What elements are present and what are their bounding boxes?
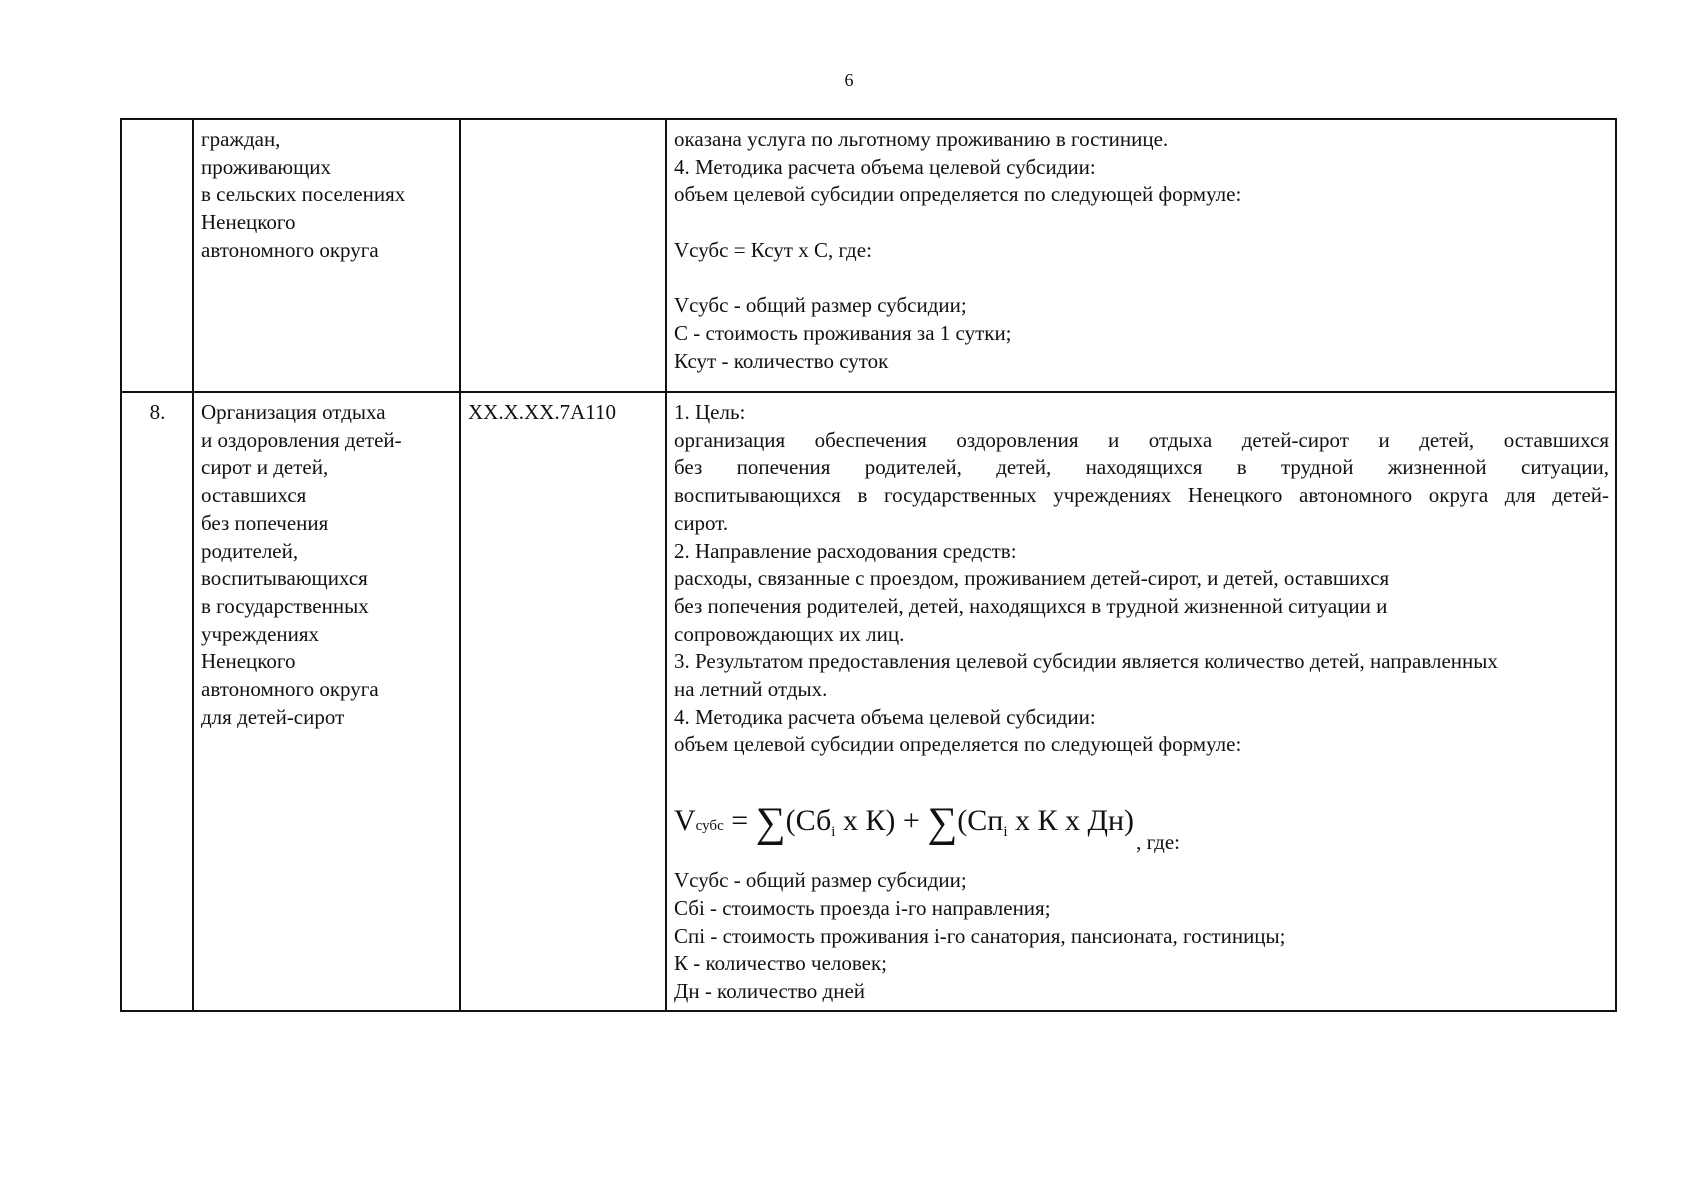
text-line: оказана услуга по льготному проживанию в гостинице. bbox=[674, 127, 1169, 151]
formula-term: х К х Дн) bbox=[1007, 804, 1135, 838]
text-line: объем целевой субсидии определяется по следующей формуле: bbox=[674, 732, 1242, 757]
name-line: без попечения bbox=[201, 510, 329, 535]
text-line: 4. Методика расчета объема целевой субсидии: bbox=[674, 704, 1096, 729]
measure-name-cell bbox=[193, 392, 460, 1011]
text-line: 2. Направление расходования средств: bbox=[674, 538, 1017, 563]
name-line: сирот и детей, bbox=[201, 455, 329, 480]
text-line: объем целевой субсидии определяется по следующей формуле: bbox=[674, 182, 1242, 207]
legend-line: Vсубс - общий размер субсидии; bbox=[674, 868, 967, 893]
goal-heading: 1. Цель: bbox=[674, 400, 746, 424]
name-line: оставшихся bbox=[201, 483, 307, 508]
formula-term: (Сп bbox=[957, 804, 1004, 838]
text-line: сирот. bbox=[674, 510, 729, 535]
legend-line: Дн - количество дней bbox=[674, 978, 866, 1003]
formula-tail: , где: bbox=[1136, 830, 1180, 855]
table-row-continued bbox=[121, 119, 1616, 392]
text-line: без попечения родителей, детей, находящихся в трудной жизненной ситуации, bbox=[674, 455, 1609, 480]
formula-index: i bbox=[831, 824, 836, 841]
row-number-cell: 8. bbox=[121, 392, 193, 1011]
blank-line bbox=[674, 209, 1609, 237]
name-line: Ненецкого bbox=[201, 649, 296, 674]
name-line: автономного округа bbox=[201, 237, 379, 262]
code-cell: XX.X.XX.7A110 bbox=[460, 392, 666, 1011]
measure-name-cell bbox=[193, 119, 460, 392]
name-line: Организация отдыха bbox=[201, 400, 386, 424]
formula-v-subscript: субс bbox=[695, 818, 724, 835]
name-line: в сельских поселениях bbox=[201, 182, 406, 207]
table-row-8 bbox=[121, 392, 1616, 1011]
formula-line: Vсубс = Ксут х С, где: bbox=[674, 237, 872, 262]
text-line: Vсубс - общий размер субсидии; bbox=[674, 293, 967, 318]
name-line: в государственных bbox=[201, 593, 369, 618]
text-line: на летний отдых. bbox=[674, 677, 828, 702]
text-line: 3. Результатом предоставления целевой субсидии является количество детей, направленных bbox=[674, 649, 1498, 674]
text-line: 4. Методика расчета объема целевой субсидии: bbox=[674, 154, 1096, 179]
description-cell bbox=[666, 392, 1616, 1011]
name-line: учреждениях bbox=[201, 621, 320, 646]
name-line: родителей, bbox=[201, 538, 299, 563]
name-line: и оздоровления детей- bbox=[201, 427, 402, 452]
page-number: 6 bbox=[844, 70, 854, 90]
legend-line: Сбi - стоимость проезда i-го направления; bbox=[674, 895, 1051, 920]
name-line: проживающих bbox=[201, 154, 332, 179]
sum-sign: ∑ bbox=[927, 800, 958, 847]
formula-term: (Сб bbox=[785, 804, 832, 838]
measures-table bbox=[120, 118, 1617, 1012]
sum-sign: ∑ bbox=[755, 800, 786, 847]
text-line: сопровождающих их лиц. bbox=[674, 621, 905, 646]
description-cell bbox=[666, 119, 1616, 392]
text-line: организация обеспечения оздоровления и отдыха детей-сирот и детей, оставшихся bbox=[674, 427, 1609, 452]
formula-index: i bbox=[1003, 824, 1008, 841]
text-line: без попечения родителей, детей, находящихся в трудной жизненной ситуации и bbox=[674, 593, 1388, 618]
text-line: расходы, связанные с проездом, проживанием детей-сирот, и детей, оставшихся bbox=[674, 566, 1390, 591]
row-number-cell bbox=[121, 119, 193, 392]
name-line: воспитывающихся bbox=[201, 566, 368, 591]
formula-term: х К) + bbox=[835, 804, 928, 838]
name-line: Ненецкого bbox=[201, 210, 296, 235]
text-line: Ксут - количество суток bbox=[674, 348, 889, 373]
formula-equals: = bbox=[723, 804, 756, 838]
name-line: автономного округа bbox=[201, 677, 379, 702]
formula-v: V bbox=[674, 804, 696, 838]
legend-line: Спi - стоимость проживания i-го санатория, пансионата, гостиницы; bbox=[674, 923, 1286, 948]
text-line: воспитывающихся в государственных учреждениях Ненецкого автономного округа для детей- bbox=[674, 483, 1609, 508]
legend-line: К - количество человек; bbox=[674, 951, 888, 976]
text-line: С - стоимость проживания за 1 сутки; bbox=[674, 320, 1012, 345]
name-line: граждан, bbox=[201, 127, 281, 151]
blank-line bbox=[674, 265, 1609, 293]
name-line: для детей-сирот bbox=[201, 704, 345, 729]
code-cell bbox=[460, 119, 666, 392]
subsidy-formula bbox=[674, 777, 1609, 855]
